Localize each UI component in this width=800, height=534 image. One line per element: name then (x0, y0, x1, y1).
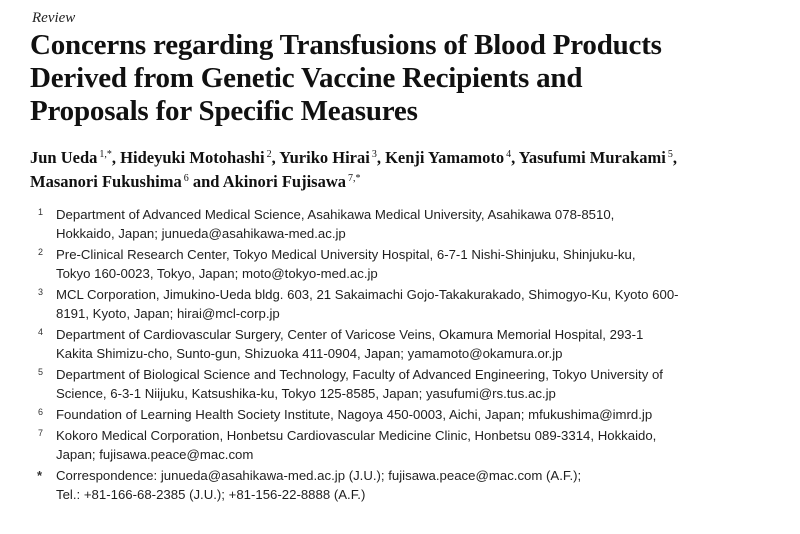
affiliation-line: Correspondence: junueda@asahikawa-med.ac.jp (J.U.); fujisawa.peace@mac.com (A.F.); (56, 468, 582, 483)
affiliation-marker: 1 (38, 207, 44, 217)
author (120, 148, 276, 167)
author-name: Yuriko Hirai (279, 148, 370, 167)
author (385, 148, 515, 167)
affiliation-line: Tel.: +81-166-68-2385 (J.U.); +81-156-22-8888 (A.F.) (56, 487, 366, 502)
author-name: Kenji Yamamoto (385, 148, 505, 167)
author-affiliation-marker: 6 (183, 172, 189, 184)
article-type-label: Review (32, 10, 76, 26)
author-affiliation-marker: 2 (266, 148, 272, 160)
affiliation-item (30, 405, 770, 424)
author-affiliation-marker: 4 (506, 148, 512, 160)
author (279, 148, 381, 167)
affiliation-item (30, 365, 770, 403)
affiliation-marker: 4 (38, 327, 44, 337)
affiliation-item (30, 205, 770, 243)
affiliation-line: Department of Advanced Medical Science, Asahikawa Medical University, Asahikawa 078-8510, (56, 207, 615, 222)
correspondence-item (30, 466, 770, 504)
affiliation-marker: 3 (38, 287, 44, 297)
author-separator: , (271, 148, 276, 167)
affiliation-line: Japan; fujisawa.peace@mac.com (56, 447, 254, 462)
author-separator: , (376, 148, 381, 167)
author-name: Yasufumi Murakami (518, 148, 666, 167)
author-name: Hideyuki Motohashi (120, 148, 265, 167)
affiliation-list (30, 205, 770, 504)
author-separator: , (111, 148, 117, 167)
author-separator: and (188, 172, 220, 191)
affiliation-item (30, 426, 770, 464)
author-name: Masanori Fukushima (30, 172, 182, 191)
affiliation-line: Science, 6-3-1 Niijuku, Katsushika-ku, Tokyo 125-8585, Japan; yasufumi@rs.tus.ac.jp (56, 386, 556, 401)
author-affiliation-marker: 3 (371, 148, 377, 160)
affiliation-item (30, 285, 770, 323)
author-list (30, 146, 770, 194)
affiliation-item (30, 245, 770, 283)
affiliation-marker: 7 (38, 428, 44, 438)
author-affiliation-marker: 7,* (348, 172, 361, 184)
author-affiliation-marker: 5 (667, 148, 673, 160)
author-name: Jun Ueda (30, 148, 98, 167)
affiliation-marker: 2 (38, 247, 44, 257)
affiliation-line: Kokoro Medical Corporation, Honbetsu Cardiovascular Medicine Clinic, Honbetsu 089-3314, Hokkaido, (56, 428, 657, 443)
author-name: Akinori Fujisawa (222, 172, 347, 191)
author-affiliation-marker: 1,* (99, 148, 112, 160)
author-separator: , (511, 148, 516, 167)
affiliation-marker: 5 (38, 367, 44, 377)
author-separator: , (672, 148, 677, 167)
affiliation-line: Tokyo 160-0023, Tokyo, Japan; moto@tokyo-med.ac.jp (56, 266, 378, 281)
affiliation-item (30, 325, 770, 363)
affiliation-marker: 6 (38, 407, 44, 417)
affiliation-line: MCL Corporation, Jimukino-Ueda bldg. 603, 21 Sakaimachi Gojo-Takakurakado, Shimogyo-Ku, Kyoto 600- (56, 287, 679, 302)
affiliation-line: 8191, Kyoto, Japan; hirai@mcl-corp.jp (56, 306, 280, 321)
affiliation-line: Department of Cardiovascular Surgery, Center of Varicose Veins, Okamura Memorial Hospital, 293-1 (56, 327, 644, 342)
author (30, 172, 219, 191)
affiliation-line: Kakita Shimizu-cho, Sunto-gun, Shizuoka 411-0904, Japan; yamamoto@okamura.or.jp (56, 346, 563, 361)
title-line: Proposals for Specific Measures (30, 95, 418, 127)
author (519, 148, 677, 167)
author (223, 172, 361, 191)
title-line: Concerns regarding Transfusions of Blood Products (30, 29, 662, 61)
affiliation-line: Department of Biological Science and Technology, Faculty of Advanced Engineering, Tokyo University of (56, 367, 663, 382)
paper-title (30, 29, 770, 128)
affiliation-line: Hokkaido, Japan; junueda@asahikawa-med.ac.jp (56, 226, 346, 241)
affiliation-marker: * (37, 468, 43, 483)
title-line: Derived from Genetic Vaccine Recipients and (30, 62, 583, 94)
affiliation-line: Foundation of Learning Health Society Institute, Nagoya 450-0003, Aichi, Japan; mfukushima@imrd.jp (56, 407, 653, 422)
affiliation-line: Pre-Clinical Research Center, Tokyo Medical University Hospital, 6-7-1 Nishi-Shinjuku, Shinjuku-ku, (56, 247, 636, 262)
author (30, 148, 116, 167)
